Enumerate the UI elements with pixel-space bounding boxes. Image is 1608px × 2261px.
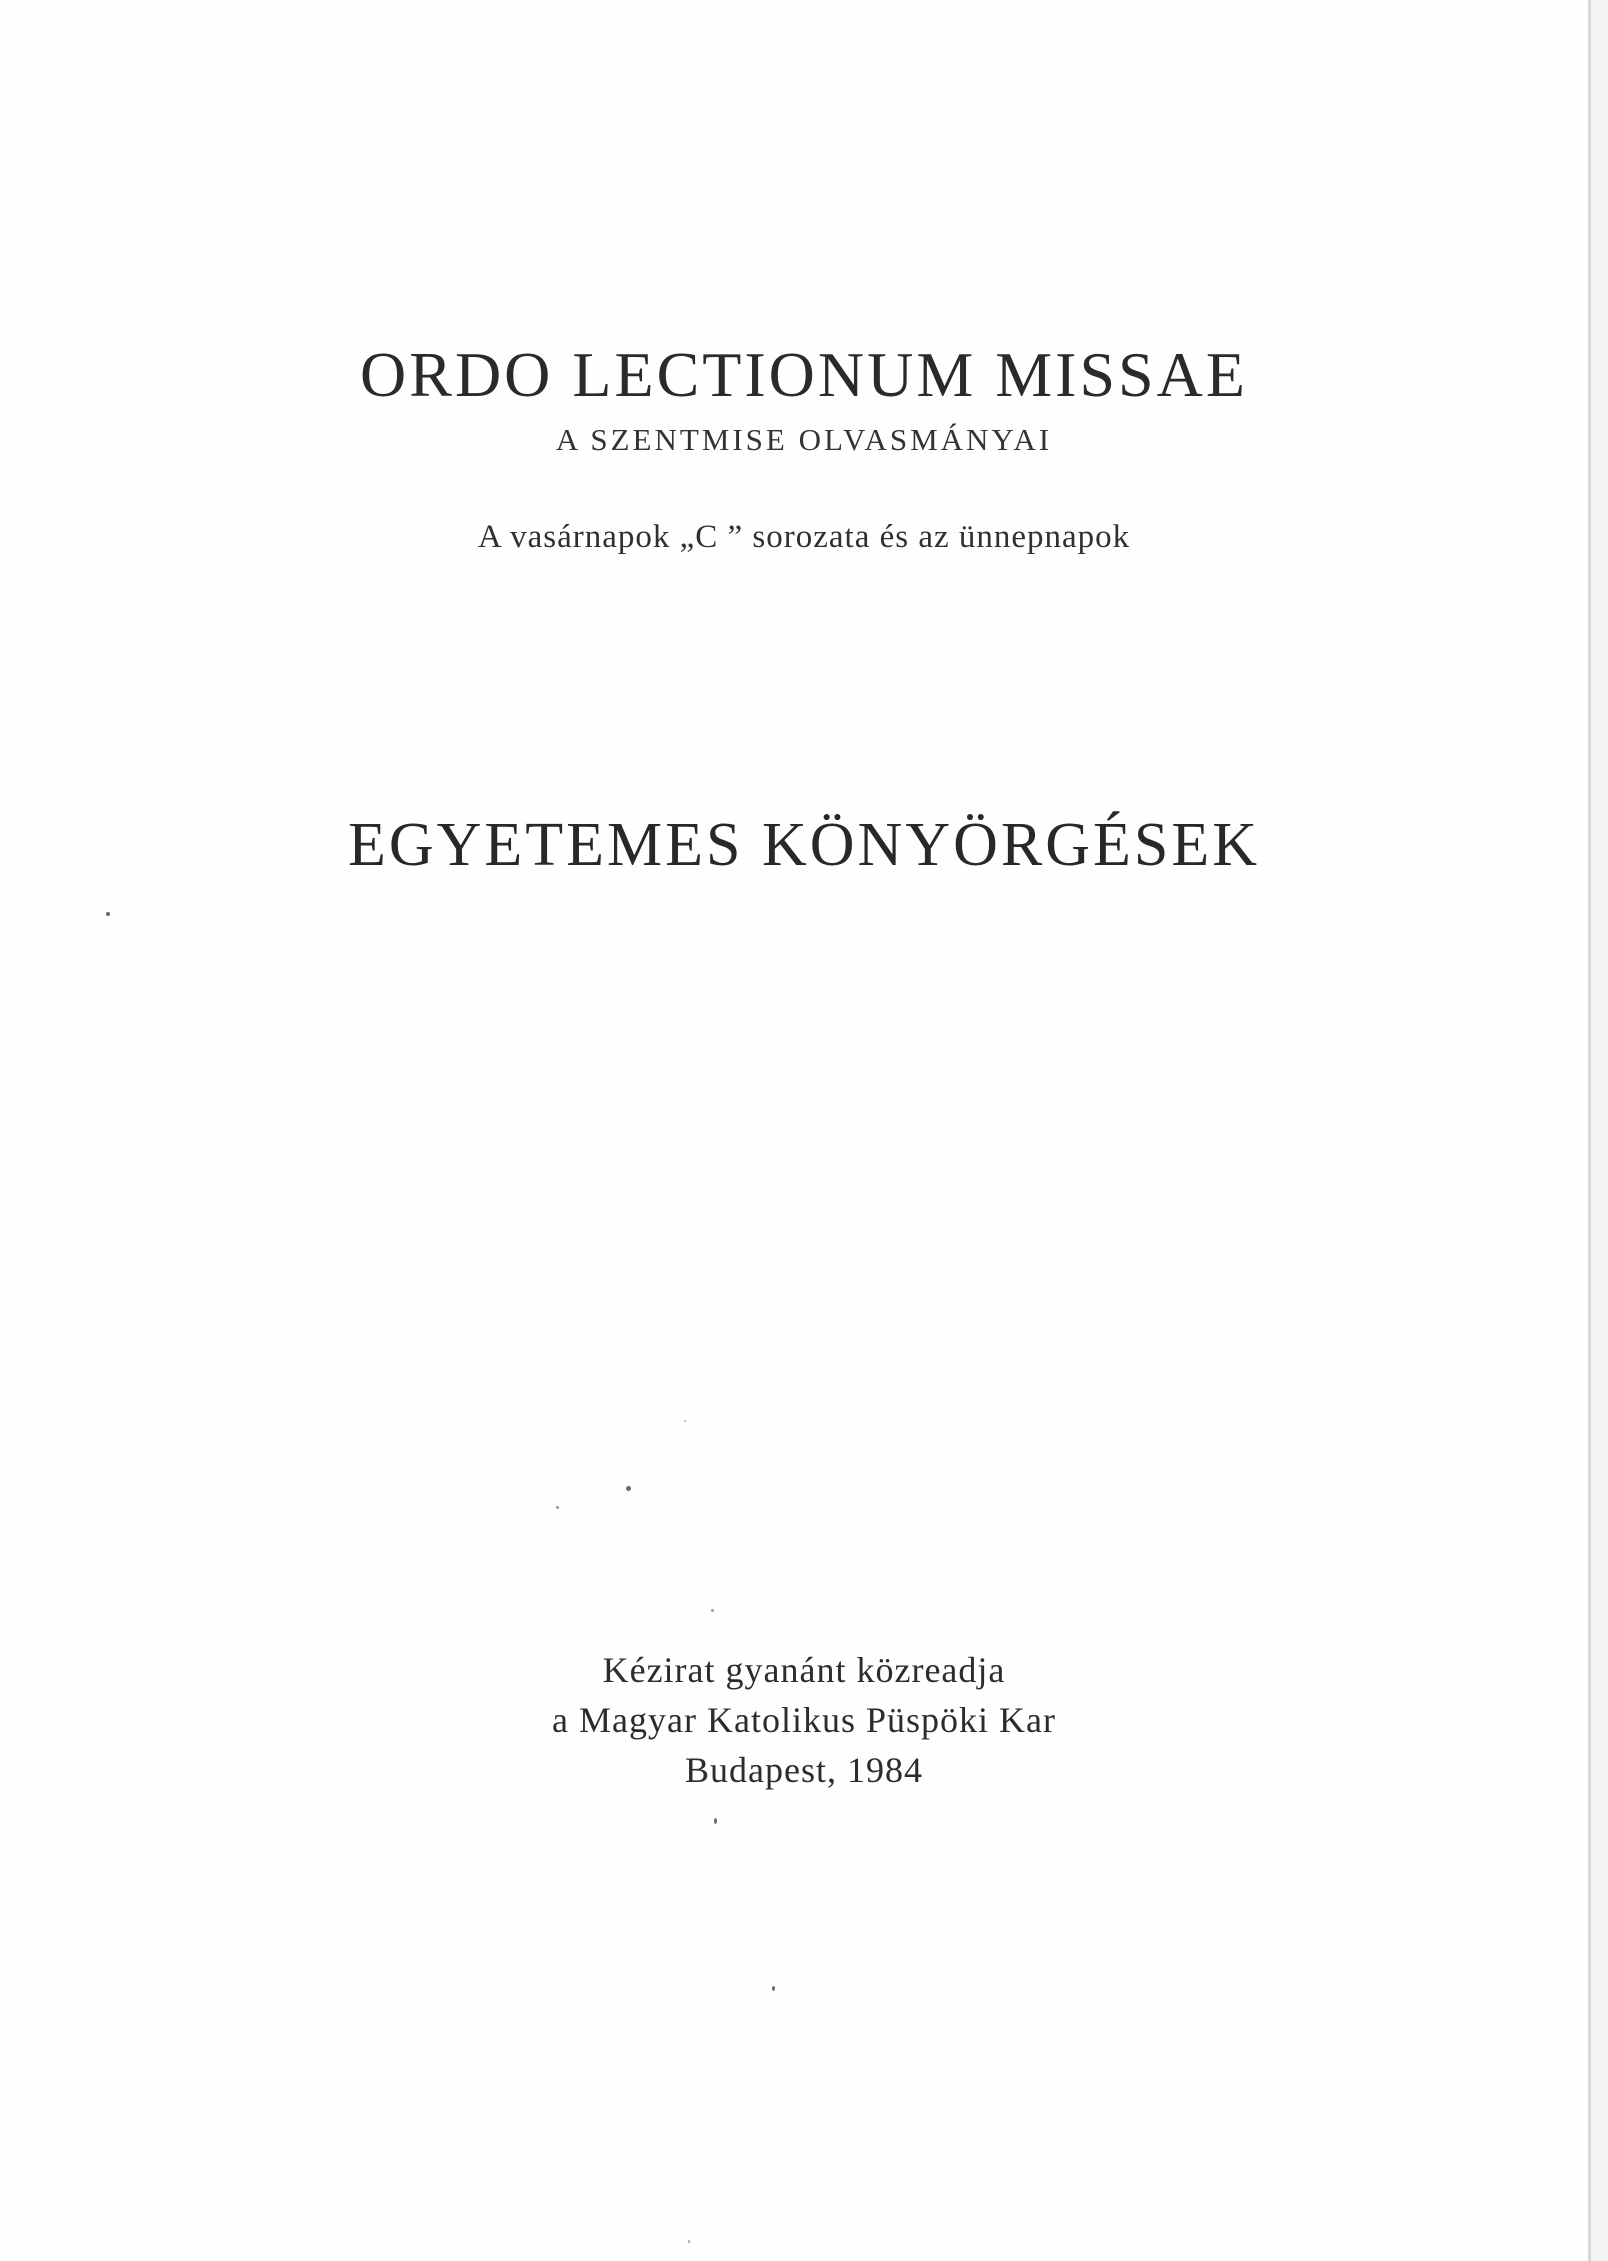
main-title: ORDO LECTIONUM MISSAE (360, 339, 1248, 410)
paper-speck (684, 1420, 686, 1422)
paper-speck (772, 1986, 775, 1991)
subtitle: A SZENTMISE OLVASMÁNYAI (555, 422, 1053, 457)
paper-speck (106, 912, 110, 916)
series-line: A vasárnapok „C ” sorozata és az ünnepnapok (477, 519, 1131, 555)
paper-speck (714, 1818, 717, 1824)
paper-speck (626, 1486, 631, 1491)
imprint-line-1: Kézirat gyanánt közreadja (602, 1650, 1006, 1690)
paper-speck (556, 1506, 559, 1509)
imprint-line-2: a Magyar Katolikus Püspöki Kar (552, 1700, 1056, 1740)
imprint-block (0, 1645, 1608, 1795)
imprint-line-3: Budapest, 1984 (685, 1750, 923, 1790)
section-title: EGYETEMES KÖNYÖRGÉSEK (347, 811, 1261, 879)
paper-speck (688, 2240, 690, 2243)
paper-speck (711, 1609, 714, 1612)
